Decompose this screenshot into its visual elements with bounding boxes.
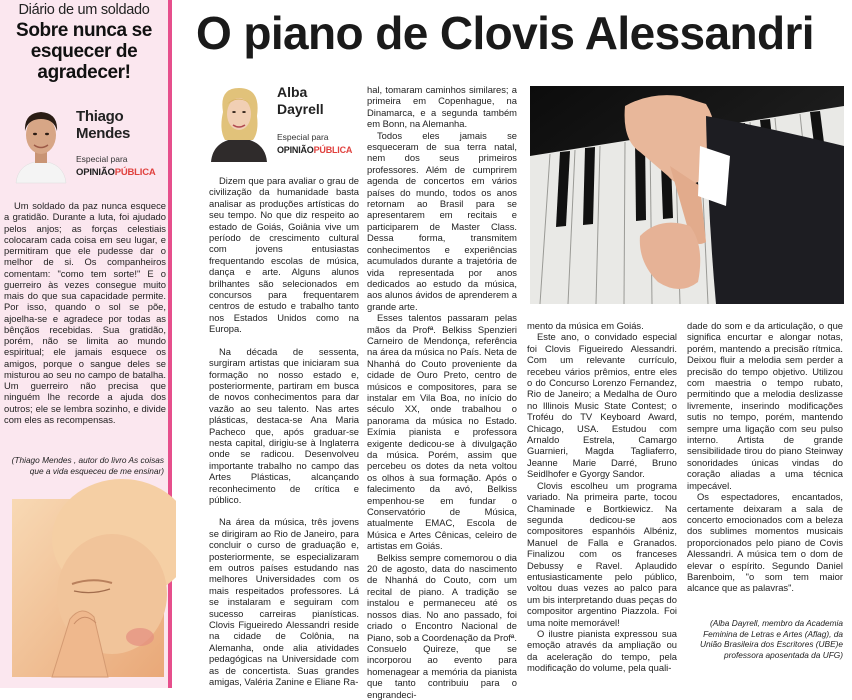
- piano-hands-photo: [530, 86, 844, 304]
- sidebar-kicker: Diário de um soldado: [18, 2, 150, 18]
- article-credit: (Alba Dayrell, membro da Academia Feminina de Letras e Artes (Aflag), da União Brasileira dos Escritores (UBE)e professora aposentada da UFG): [700, 618, 843, 660]
- article-column-1: Dizem que para avaliar o grau de civilização da humanidade basta analisar as produções artísticas do seu tempo. No que diz respeito ao estado de Goiás, Goiânia vive um período de crescimento cultural com jovens entusiastas frequentando escolas de música, dança e arte. Alguns alunos brilhantes são selecionados em concursos para frequentarem centros de estudo e trabalho tanto nos Estados Unidos como na Europa. Na década de sessenta, surgiram artistas que iniciaram sua formação no nosso estado e, posteriormente, partiram em busca de novos conhecimentos para dar vazão ao seu talento. Nas artes plásticas, destaca-se Ana Maria Pacheco que, após graduar-se nesta capital, dirigiu-se à Inglaterra onde se radicou. Desenvolveu importante trabalho no campo das Artes Plásticas, alcançando reconhecimento de crítica e público. Na área da música, três jovens se dirigiram ao Rio de Janeiro, para concluir o curso de graduação e, posteriormente, se especializaram em outros países estudando nas melhores Universidades com os mais respeitados professores. Lá se instalaram e seguiram com sucesso carreiras pianísticas. Clovis Figueiredo Alessandri reside na cidade de Colônia, na Alemanha, onde alia atividades pedagógicas na Universidade com as de concertista. Suas grandes amigas, Valéria Zanine e Eliane Ra-: [209, 175, 359, 688]
- praying-child-image: [12, 499, 164, 677]
- article-column-3: mento da música em Goiás. Este ano, o convidado especial foi Clovis Figueiredo Alessandri. Com um relevante currículo, recebeu vários prêmios, entre eles o do Concurso Lorenzo Fernandez, Rio de Janeiro; a Medalha de Ouro no Illinois Music State Contest; o Troféu do TV Keyboard Award, Chicago, USA. Estudou com Arnaldo Estrela, Camargo Guarnieri, Magda Tagliaferro, Jeanne Marie Darré, Bruno Seidlhofer e Gyorgy Sandor. Clovis escolheu um programa variado. Na primeira parte, tocou Chaminade e Bortkiewicz. Na segunda dedicou-se aos compositores espanhóis Albéniz, Manuel de Falla e Granados. Finalizou com os franceses Debussy e Ravel. Aplaudido entusiasticamente pelo público, voltou duas vezes ao palco para um bis interpretando duas peças do compositor argentino Piazzola. Foi uma noite memorável! O ilustre pianista expressou sua emoção através da ampliação ou da aceleração do tempo, pela modificação do volume, pela quali-: [527, 320, 677, 674]
- article-brand: OPINIÃOPÚBLICA: [277, 145, 353, 155]
- article-author-photo: [209, 82, 269, 162]
- sidebar-author-photo: [12, 103, 70, 183]
- sidebar-special-for: Especial para: [76, 154, 128, 164]
- article-column-2: hal, tomaram caminhos similares; a primeira em Copenhague, na Dinamarca, e a segunda também em Bonn, na Alemanha. Todos eles jamais se esqueceram de sua terra natal, nem dos seus primeiros professores. Além de cumprirem agenda de concertos em vários países do mundo, todos os anos retornam ao Brasil para se apresentarem em recitais e participarem de Master Class. Dessa forma, transmitem conhecimentos e experiências acumulados durante a trajetória de vida representada por anos dedicados ao estudo da música, aos alunos ávidos de aprenderem a grande arte. Esses talentos passaram pelas mãos da Profª. Belkiss Spenzieri Carneiro de Mendonça, referência na área da música no País. Neta de Nhanhá do Couto proveniente da cidade de Ouro Preto, centro de músicos e compositores, para se instalar em Vila Boa, no início do século XX, onde trabalhou o panorama da música no Estado. Exímia pianista e professora exigente dedicou-se à divulgação da música. Porém, assim que percebeu os dotes da neta voltou os olhos à sua formação. Após o falecimento da avó, Belkiss empenhou-se em fundar o Conservatório de Música, atualmente EMAC, Escola de Música e Artes Cênicas, celeiro de artistas em Goiás. Belkiss sempre comemorou o dia 20 de agosto, data do nascimento de Nhanhá do Couto, com um recital de piano. A tradição se instalou e permaneceu até os nossos dias. No ano passado, foi criado o Encontro Nacional de Piano, sob a Coordenação da Profª. Consuelo Quireze, que se incorporou ao evento para homenagear a memória da pianista que tanto contribuiu para o engrandeci-: [367, 84, 517, 700]
- sidebar-author-name: Thiago Mendes: [76, 108, 131, 142]
- sidebar-brand: OPINIÃOPÚBLICA: [76, 167, 156, 178]
- article-headline: O piano de Clovis Alessandri: [196, 7, 814, 59]
- article-column-4: dade do som e da articulação, o que significa encurtar e alongar notas, porém, mantendo a precisão rítmica. Deixou fluir a melodia sem perder a precisão do tempo objetivo. Utilizou com maestria o tempo rubato, permitindo que a melodia deslizasse livremente, inserindo modificações sutis no tempo, porém, mantendo sempre uma ligação com seu pulso interno. Artista de grande sensibilidade tirou do piano Steinway sonoridades únicas vindas do coração aliadas a uma técnica impecável. Os espectadores, encantados, certamente deixaram a sala de concerto emocionados com a beleza dos sublimes momentos musicais proporcionados pelo piano de Covis Alessandri. A música tem o dom de elevar o espírito. Segundo Daniel Barenboim, "o som tem maior alcance que as palavras".: [687, 320, 843, 594]
- article-special-for: Especial para: [277, 132, 329, 142]
- sidebar-credit: (Thiago Mendes , autor do livro As coisas que a vida esqueceu de me ensinar): [11, 455, 164, 476]
- article-author-name: Alba Dayrell: [277, 84, 324, 117]
- sidebar-headline: Sobre nunca se esquecer de agradecer!: [16, 20, 152, 83]
- sidebar-body: Um soldado da paz nunca esquece a gratidão. Durante a luta, foi ajudado pelos anjos; as forças celestiais colocaram cada coisa em seu lugar, e permitiram que ele pudesse dar o melhor de si. Os companheiros comentam: "como tem sorte!" E o guerreiro às vezes consegue muito mais do que sua capacidade permite. Por isso, quando o sol se põe, ajoelha-se e agradece por todas as bênçãos recebidas. Sua gratidão, porém, não se limita ao mundo espiritual; ele jamais esquece os amigos, porque o sangue deles se misturou ao seu no campo de batalha. Um guerreiro não precisa que ninguém lhe recorde a ajuda dos outros; ele se lembra sozinho, e divide com eles as recompensas.: [4, 200, 166, 425]
